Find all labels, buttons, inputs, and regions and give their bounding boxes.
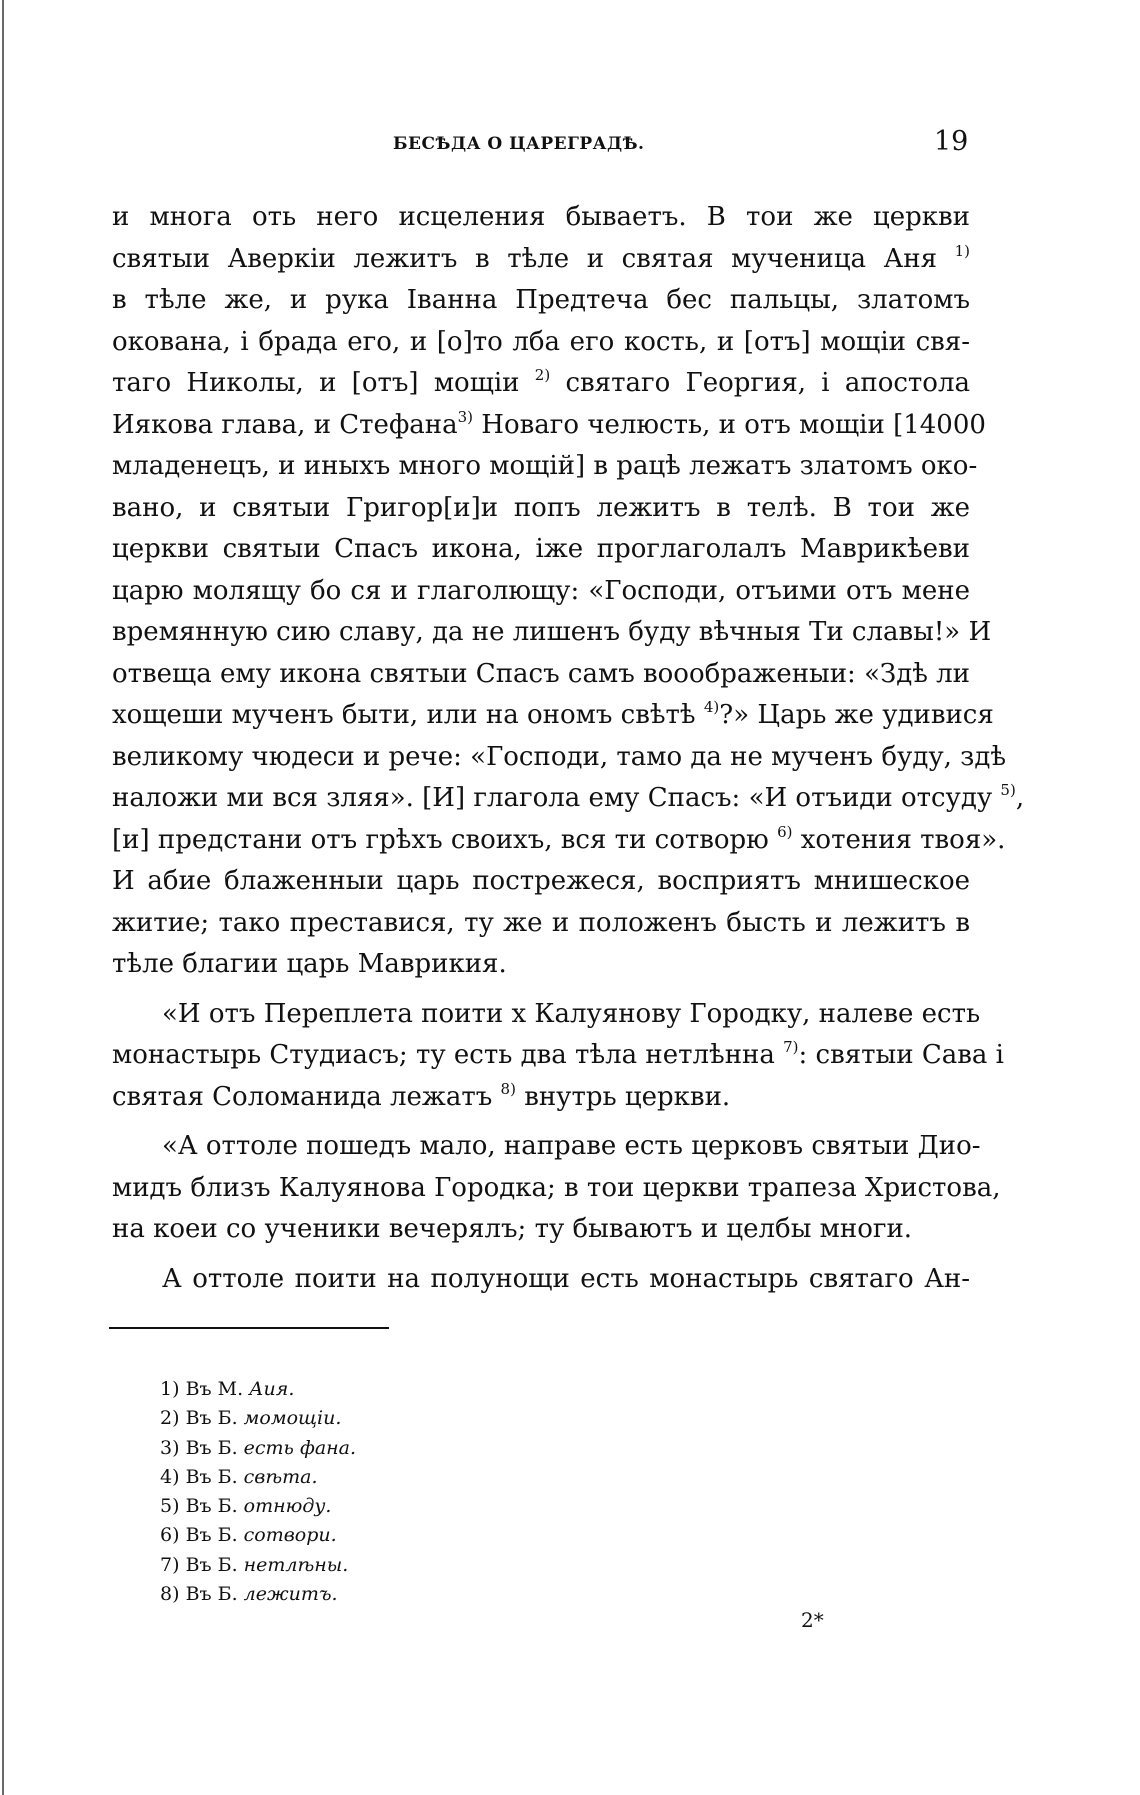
footnote-marker: 7) bbox=[783, 1038, 799, 1056]
text-line: времянную сию славу, да не лишенъ буду вѣчныя Ти славы!» И bbox=[112, 617, 992, 647]
footnote-marker: 1) bbox=[954, 241, 970, 260]
text-line: таго Николы, и [отъ] мощіи $^{2)}$ святаго Георгия, і апостола bbox=[112, 366, 970, 398]
text-line: святыи Аверкіи лежитъ в тѣле и святая мученица Аня $^{1)}$ bbox=[112, 241, 970, 274]
body-text bbox=[112, 197, 1025, 1300]
text-line: царю молящу бо ся и глаголющу: «Господи, отъими отъ мене bbox=[112, 575, 970, 606]
footnote: 1) Въ М. Аия. bbox=[160, 1378, 295, 1400]
text-line: «И отъ Переплета поити х Калуянову Городку, налеве есть bbox=[162, 998, 981, 1029]
footnote-marker: 5) bbox=[1000, 781, 1016, 799]
text-line: И абие блаженныи царь пострежеся, восприятъ мнишеское bbox=[112, 866, 970, 896]
text-line: мидъ близъ Калуянова Городка; в тои церкви трапеза Христова, bbox=[112, 1172, 1001, 1203]
footnote: 4) Въ Б. свѣта. bbox=[160, 1465, 318, 1488]
footnote-rule bbox=[109, 1327, 389, 1329]
text-line: младенецъ, и иныхъ много мощій] в рацѣ лежатъ златомъ око- bbox=[112, 451, 978, 481]
text-line: отвеща ему икона святыи Спасъ самъ вооображеныи: «Здѣ ли bbox=[112, 658, 970, 689]
text-line: святая Соломанида лежатъ $^{8)}$ внутрь церкви. bbox=[112, 1079, 731, 1112]
text-line: Иякова глава, и Стефана$^{3)}$ Новаго челюсть, и отъ мощіи [14000 bbox=[112, 407, 986, 440]
page-number: 19 bbox=[934, 126, 969, 157]
running-title: БЕСѢДА О ЦАРЕГРАДѢ. bbox=[393, 134, 645, 154]
footnotes bbox=[160, 1375, 356, 1609]
footnote-marker: 3) bbox=[457, 407, 474, 426]
footnote-marker: 4) bbox=[703, 698, 720, 716]
footnote: 8) Въ Б. лежитъ. bbox=[160, 1583, 338, 1606]
signature-mark: 2* bbox=[801, 1608, 824, 1632]
footnote-marker: 8) bbox=[500, 1079, 516, 1098]
footnote: 7) Въ Б. нетлѣны. bbox=[160, 1553, 349, 1576]
footnote-marker: 6) bbox=[777, 822, 793, 841]
text-line: на коеи со ученики вечерялъ; ту бываютъ и целбы многи. bbox=[112, 1214, 913, 1244]
text-line: наложи ми вся зляя». [И] глагола ему Спасъ: «И отъиди отсуду $^{5)}$, bbox=[112, 781, 1025, 813]
text-line: «А оттоле пошедъ мало, направе есть церковъ святыи Дио- bbox=[162, 1131, 981, 1161]
text-line: житие; тако преставися, ту же и положенъ бысть и лежитъ в bbox=[112, 907, 970, 938]
text-line: окована, і брада его, и [о]то лба его кость, и [отъ] мощіи свя- bbox=[112, 326, 970, 357]
footnote: 5) Въ Б. отнюду. bbox=[160, 1495, 332, 1518]
scan-edge-line bbox=[2, 0, 4, 1795]
text-line: вано, и святыи Григор[и]и попъ лежитъ в телѣ. В тои же bbox=[112, 492, 970, 523]
footnote: 3) Въ Б. есть фана. bbox=[160, 1436, 357, 1459]
text-line: церкви святыи Спасъ икона, іже проглаголалъ Маврикѣеви bbox=[112, 534, 970, 564]
text-line: в тѣле же, и рука Іванна Предтеча бес пальцы, златомъ bbox=[112, 285, 970, 315]
text-line: великому чюдеси и рече: «Господи, тамо да не мученъ буду, здѣ bbox=[112, 741, 1007, 772]
text-line: [и] предстани отъ грѣхъ своихъ, вся ти сотворю $^{6)}$ хотения твоя». bbox=[112, 822, 1006, 855]
text-line: хощеши мученъ быти, или на ономъ свѣтѣ $^{4)}$?» Царь же удивися bbox=[112, 698, 994, 730]
footnote-marker: 2) bbox=[534, 366, 551, 384]
text-line: тѣле благии царь Маврикия. bbox=[112, 949, 507, 979]
text-line: и многа оть него исцеления бываетъ. В тои же церкви bbox=[112, 202, 970, 232]
text-line: А оттоле поити на полунощи есть монастырь святаго Ан- bbox=[162, 1263, 970, 1294]
footnote: 2) Въ Б. момощіи. bbox=[160, 1407, 342, 1430]
text-line: монастырь Студиасъ; ту есть два тѣла нетлѣнна $^{7)}$: святыи Сава і bbox=[112, 1038, 1004, 1070]
footnote: 6) Въ Б. сотвори. bbox=[160, 1524, 337, 1547]
